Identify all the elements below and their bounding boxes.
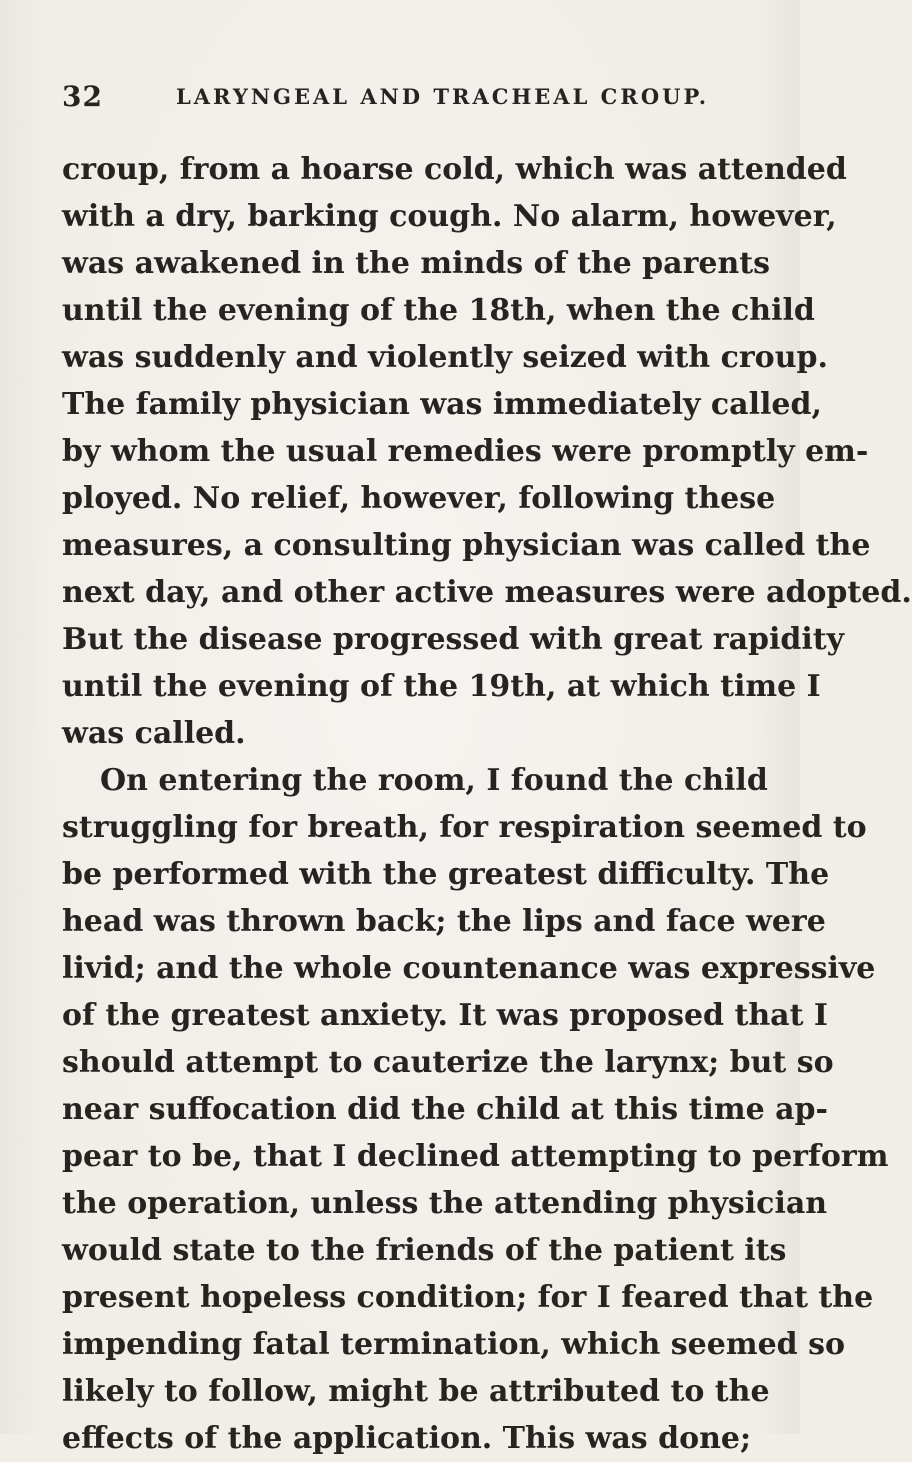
text-line: next day, and other active measures were adopted.: [62, 575, 912, 610]
text-line: The family physician was immediately called,: [62, 387, 822, 422]
text-line: But the disease progressed with great rapidity: [62, 622, 845, 657]
running-title: LARYNGEAL AND TRACHEAL CROUP.: [176, 84, 710, 109]
text-line: struggling for breath, for respiration seemed to: [62, 810, 867, 845]
text-line: would state to the friends of the patient its: [62, 1233, 787, 1268]
text-line: with a dry, barking cough. No alarm, however,: [62, 199, 837, 234]
page-header: [62, 80, 762, 120]
text-line: impending fatal termination, which seemed so: [62, 1327, 845, 1362]
paragraph: [62, 146, 912, 757]
text-line: the operation, unless the attending physician: [62, 1186, 828, 1221]
text-line: pear to be, that I declined attempting to perform: [62, 1139, 889, 1174]
text-line: head was thrown back; the lips and face were: [62, 904, 826, 939]
text-line: should attempt to cauterize the larynx; but so: [62, 1045, 834, 1080]
text-line: of the greatest anxiety. It was proposed that I: [62, 998, 828, 1033]
text-line: present hopeless condition; for I feared that the: [62, 1280, 874, 1315]
text-line: until the evening of the 18th, when the child: [62, 293, 815, 328]
text-line: until the evening of the 19th, at which time I: [62, 669, 821, 704]
text-line: croup, from a hoarse cold, which was attended: [62, 152, 847, 187]
text-line: was suddenly and violently seized with croup.: [62, 340, 828, 375]
text-line: livid; and the whole countenance was expressive: [62, 951, 876, 986]
page-number: 32: [62, 80, 103, 113]
text-line: was called.: [62, 716, 246, 751]
text-line: ployed. No relief, however, following these: [62, 481, 776, 516]
text-line: On entering the room, I found the child: [100, 763, 768, 798]
body-text: [62, 146, 912, 1462]
text-line: by whom the usual remedies were promptly em-: [62, 434, 869, 469]
text-line: measures, a consulting physician was called the: [62, 528, 871, 563]
text-line: effects of the application. This was done;: [62, 1421, 752, 1456]
text-line: be performed with the greatest difficulty. The: [62, 857, 830, 892]
text-line: was awakened in the minds of the parents: [62, 246, 771, 281]
text-line: near suffocation did the child at this time ap-: [62, 1092, 828, 1127]
paragraph: [62, 757, 889, 1462]
text-line: likely to follow, might be attributed to the: [62, 1374, 770, 1409]
